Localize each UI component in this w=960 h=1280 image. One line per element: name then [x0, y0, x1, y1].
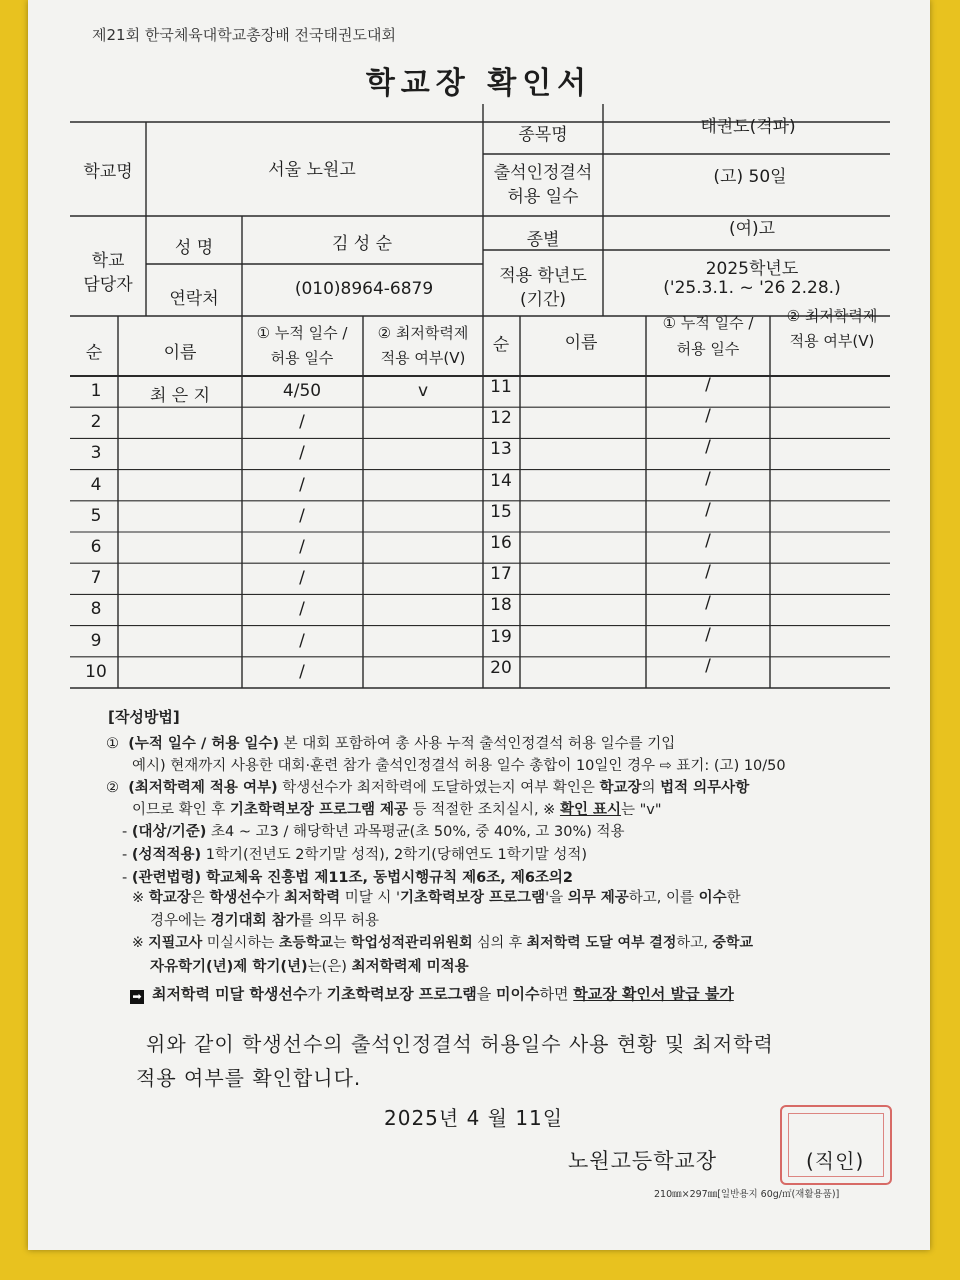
accumulated-days: / — [705, 437, 711, 458]
row-number: 12 — [490, 408, 512, 429]
header-name-right: 이름 — [564, 333, 598, 353]
row-number: 10 — [85, 661, 107, 682]
accumulated-days: / — [299, 443, 305, 464]
row-number: 15 — [490, 501, 512, 522]
header-days-right-1: ① 누적 일수 / — [662, 314, 754, 332]
row-number: 4 — [90, 474, 102, 495]
detail-target: - (대상/기준) 초4 ~ 고3 / 해당학년 과목평균(초 50%, 중 40%, 고 30%) 적용 — [122, 824, 625, 840]
row-number: 14 — [490, 470, 512, 491]
accumulated-days: / — [705, 655, 711, 676]
accumulated-days: / — [299, 630, 305, 651]
row-number: 18 — [490, 595, 512, 616]
year-period: ('25.3.1. ~ '26 2.28.) — [663, 278, 841, 298]
row-number: 20 — [490, 657, 512, 678]
document-page — [28, 0, 930, 1250]
header-acad-left-1: ② 최저학력제 — [377, 324, 469, 342]
accumulated-days: / — [705, 499, 711, 520]
row-number: 17 — [490, 564, 512, 585]
accumulated-days: / — [299, 474, 305, 495]
accumulated-days: / — [705, 562, 711, 583]
allowed-label-1: 출석인정결석 — [493, 163, 593, 183]
row-number: 3 — [90, 443, 102, 464]
student-name: 최 은 지 — [149, 386, 211, 406]
warning-line: ➡ 최저학력 미달 학생선수가 기초학력보장 프로그램을 미이수하면 학교장 확인서 발급 불가 — [130, 983, 734, 1004]
header-no-right: 순 — [492, 335, 510, 355]
header-acad-right-2: 적용 여부(V) — [789, 332, 875, 350]
arrow-box-icon: ➡ — [130, 990, 144, 1004]
row-number: 9 — [90, 630, 102, 651]
accumulated-days: / — [299, 568, 305, 589]
accumulated-days: / — [705, 468, 711, 489]
paper-spec: 210㎜×297㎜[일반용지 60g/㎡(재활용품)] — [654, 1189, 840, 1200]
row-number: 5 — [90, 505, 102, 526]
school-label: 학교명 — [83, 162, 133, 182]
note-1-cont: 경우에는 경기대회 참가를 의무 허용 — [150, 913, 379, 929]
accumulated-days: / — [705, 375, 711, 395]
detail-law: - (관련법령) 학교체육 진흥법 제11조, 동법시행규칙 제6조, 제6조의2 — [122, 870, 574, 886]
instruction-2-cont: 이므로 확인 후 기초학력보장 프로그램 제공 등 적절한 조치실시, ※ 확인 표시는 "v" — [132, 802, 662, 818]
instructions-heading: [작성방법] — [108, 708, 180, 726]
note-2-cont: 자유학기(년)제 학기(년)는(은) 최저학력제 미적용 — [150, 959, 469, 975]
category-value: (여)고 — [728, 219, 776, 239]
instruction-2: ② (최저학력제 적용 여부) 학생선수가 최저학력에 도달하였는지 여부 확인은 학교장의 법적 의무사항 — [106, 780, 750, 796]
header-days-right-2: 허용 일수 — [676, 340, 740, 358]
accumulated-days: / — [705, 531, 711, 551]
accumulated-days: / — [299, 599, 305, 620]
header-acad-right-1: ② 최저학력제 — [786, 307, 878, 325]
instruction-1: ① (누적 일수 / 허용 일수) 본 대회 포함하여 총 사용 누적 출석인정결석 허용 일수를 기입 — [106, 736, 676, 752]
seal-label: (직인) — [806, 1149, 865, 1173]
sport-value: 태권도(격파) — [700, 117, 796, 137]
row-number: 1 — [90, 381, 102, 401]
row-number: 19 — [490, 626, 512, 647]
event-name: 제21회 한국체육대학교총장배 전국태권도대회 — [92, 26, 396, 44]
accumulated-days: 4/50 — [282, 381, 322, 401]
min-academic-check: v — [417, 381, 429, 401]
row-number: 8 — [90, 599, 102, 620]
principal-title: 노원고등학교장 — [568, 1149, 718, 1173]
row-number: 6 — [90, 537, 102, 557]
document-title: 학교장 확인서 — [365, 66, 593, 101]
row-number: 13 — [490, 439, 512, 460]
accumulated-days: / — [299, 537, 305, 557]
contact-label: 연락처 — [169, 289, 219, 309]
row-number: 7 — [90, 568, 102, 589]
header-days-left-2: 허용 일수 — [270, 349, 334, 367]
year-value: 2025학년도 — [705, 259, 799, 279]
year-label-1: 적용 학년도 — [499, 266, 587, 286]
accumulated-days: / — [299, 412, 305, 433]
detail-grades: - (성적적용) 1학기(전년도 2학기말 성적), 2학기(당해연도 1학기말 성적) — [122, 847, 588, 863]
accumulated-days: / — [299, 661, 305, 682]
accumulated-days: / — [299, 505, 305, 526]
allowed-label-2: 허용 일수 — [507, 187, 579, 207]
allowed-value: (고) 50일 — [713, 167, 787, 187]
manager-label-2: 담당자 — [83, 275, 133, 295]
contact-value: (010)8964-6879 — [294, 279, 434, 299]
note-1: ※ 학교장은 학생선수가 최저학력 미달 시 '기초학력보장 프로그램'을 의무 제공하고, 이를 이수한 — [132, 890, 741, 906]
sport-label: 종목명 — [518, 125, 568, 145]
year-label-2: (기간) — [519, 290, 567, 310]
header-days-left-1: ① 누적 일수 / — [256, 324, 348, 342]
note-2: ※ 지필고사 미실시하는 초등학교는 학업성적관리위원회 심의 후 최저학력 도달 여부 결정하고, 중학교 — [132, 935, 753, 951]
category-label: 종별 — [526, 230, 560, 250]
row-number: 11 — [490, 377, 512, 397]
row-number: 2 — [90, 412, 102, 433]
accumulated-days: / — [705, 406, 711, 427]
manager-name: 김 성 순 — [331, 234, 393, 254]
instruction-1-example: 예시) 현재까지 사용한 대회·훈련 참가 출석인정결석 허용 일수 총합이 10일인 경우 ⇨ 표기: (고) 10/50 — [132, 758, 786, 774]
confirm-line-2: 적용 여부를 확인합니다. — [136, 1066, 362, 1090]
header-no-left: 순 — [85, 343, 103, 363]
sign-date: 2025년 4 월 11일 — [384, 1106, 564, 1130]
row-number: 16 — [490, 533, 512, 553]
manager-label-1: 학교 — [91, 251, 125, 271]
accumulated-days: / — [705, 593, 711, 614]
header-name-left: 이름 — [163, 343, 197, 363]
school-value: 서울 노원고 — [268, 160, 356, 180]
name-label: 성 명 — [174, 238, 214, 258]
header-acad-left-2: 적용 여부(V) — [380, 349, 466, 367]
accumulated-days: / — [705, 624, 711, 645]
confirm-line-1: 위와 같이 학생선수의 출석인정결석 허용일수 사용 현황 및 최저학력 — [146, 1032, 774, 1056]
